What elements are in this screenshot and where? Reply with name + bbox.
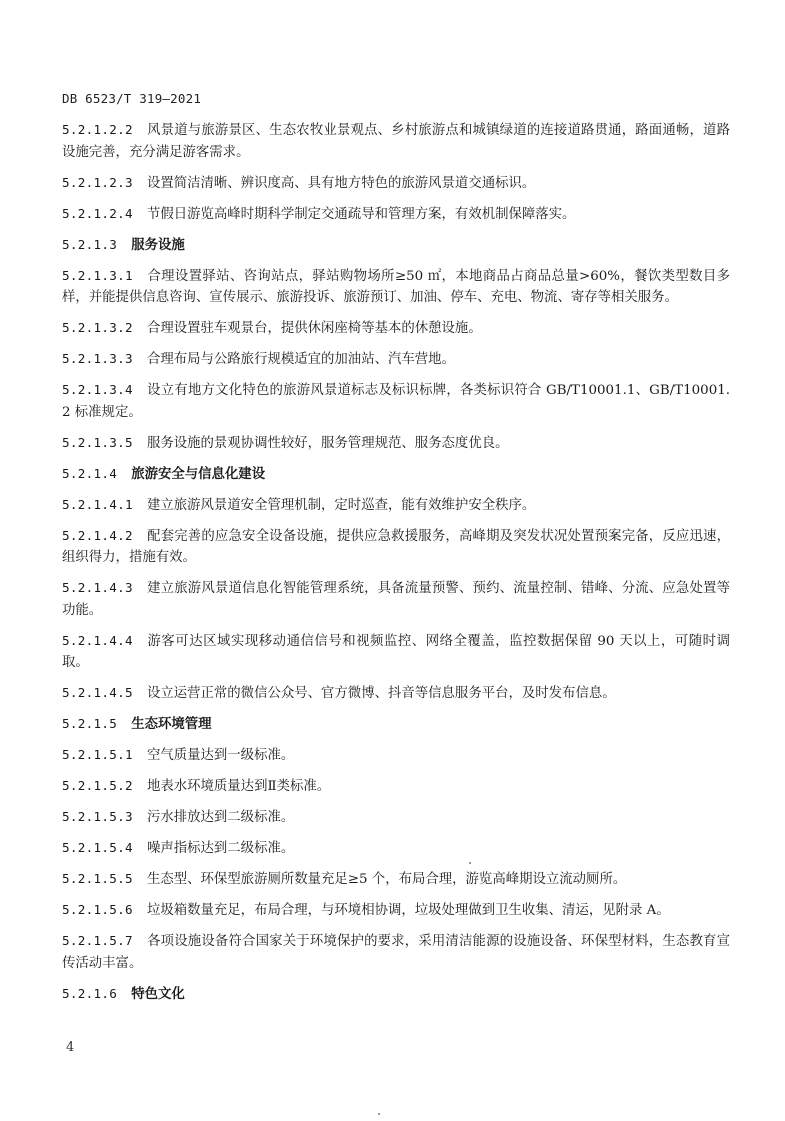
clause-number: 5.2.1.3.4 <box>62 382 133 397</box>
clause-text: 服务设施的景观协调性较好，服务管理规范、服务态度优良。 <box>146 435 509 451</box>
section-heading-text: 特色文化 <box>131 986 185 1002</box>
clause-paragraph <box>62 494 730 517</box>
clause-number: 5.2.1.4.2 <box>62 527 133 543</box>
clause-text: 合理布局与公路旅行规模适宜的加油站、汽车营地。 <box>146 352 455 367</box>
clause-text: 建立旅游风景道信息化智能管理系统，具备流量预警、预约、流量控制、错峰、分流、应急处置等功能。 <box>62 581 730 618</box>
clause-number: 5.2.1.5.3 <box>62 809 133 824</box>
clause-paragraph <box>62 837 730 860</box>
clause-paragraph <box>62 868 730 891</box>
clause-text: 污水排放达到二级标准。 <box>146 810 295 825</box>
clause-text: 合理设置驻车观景台，提供休闲座椅等基本的休憩设施。 <box>146 321 482 336</box>
clause-number: 5.2.1.5.4 <box>62 840 133 855</box>
clause-number: 5.2.1.5.5 <box>62 871 133 886</box>
clause-number: 5.2.1.2.3 <box>62 174 133 190</box>
clause-number: 5.2.1.3.5 <box>62 434 133 450</box>
clause-text: 建立旅游风景道安全管理机制，定时巡查，能有效维护安全秩序。 <box>146 497 536 513</box>
clause-paragraph <box>62 930 730 974</box>
clause-text: 合理设置驿站、咨询站点，驿站购物场所≥50 ㎡，本地商品占商品总量>60%，餐饮类型数目多样，并能提供信息咨询、宣传展示、旅游投诉、旅游预订、加油、停车、充电、物流、寄存等相关服务。 <box>62 268 730 305</box>
section-heading-text: 旅游安全与信息化建设 <box>131 466 266 482</box>
clause-paragraph <box>62 172 730 195</box>
clause-paragraph <box>62 899 730 922</box>
clause-paragraph <box>62 379 730 423</box>
section-heading <box>62 234 730 257</box>
clause-paragraph <box>62 119 730 163</box>
clause-number: 5.2.1.5.6 <box>62 902 133 917</box>
standard-code-header: DB 6523/T 319—2021 <box>62 91 202 106</box>
section-heading-text: 生态环境管理 <box>131 717 212 732</box>
clause-number: 5.2.1.3.3 <box>62 351 133 366</box>
clause-text: 地表水环境质量达到Ⅱ类标准。 <box>146 779 331 794</box>
scan-speck <box>469 862 471 864</box>
section-heading <box>62 463 730 486</box>
clause-number: 5.2.1.4.5 <box>62 685 133 700</box>
clause-text: 设立有地方文化特色的旅游风景道标志及标识标牌，各类标识符合 GB/T10001.1、GB/T10001.2 标准规定。 <box>62 383 730 420</box>
clause-text: 配套完善的应急安全设备设施，提供应急救援服务，高峰期及突发状况处置预案完备，反应迅速，组织得力，措施有效。 <box>62 528 730 565</box>
clause-text: 设置简洁清晰、辨识度高、具有地方特色的旅游风景道交通标识。 <box>146 175 536 191</box>
clause-paragraph <box>62 744 730 767</box>
clause-text: 风景道与旅游景区、生态农牧业景观点、乡村旅游点和城镇绿道的连接道路贯通，路面通畅，道路设施完善，充分满足游客需求。 <box>62 123 730 160</box>
clause-number: 5.2.1.5.2 <box>62 778 133 793</box>
clause-text: 生态型、环保型旅游厕所数量充足≥5 个，布局合理，游览高峰期设立流动厕所。 <box>146 872 627 887</box>
clause-paragraph <box>62 317 730 340</box>
clause-paragraph <box>62 203 730 226</box>
clause-number: 5.2.1.5.1 <box>62 747 133 762</box>
clause-number: 5.2.1.4.1 <box>62 496 133 512</box>
clause-text: 节假日游览高峰时期科学制定交通疏导和管理方案，有效机制保障落实。 <box>146 206 576 222</box>
clause-number: 5.2.1.4.3 <box>62 580 133 595</box>
section-heading-text: 服务设施 <box>131 237 185 253</box>
clause-number: 5.2.1.2.4 <box>62 205 133 221</box>
clause-number: 5.2.1.5.7 <box>62 933 133 948</box>
clause-number: 5.2.1.3.1 <box>62 267 133 283</box>
document-body <box>62 119 730 1014</box>
clause-number: 5.2.1.4 <box>62 465 118 481</box>
clause-number: 5.2.1.3 <box>62 236 118 252</box>
clause-number: 5.2.1.6 <box>62 985 118 1001</box>
scan-speck <box>378 1113 380 1115</box>
clause-paragraph <box>62 265 730 309</box>
clause-text: 噪声指标达到二级标准。 <box>146 841 295 856</box>
clause-paragraph <box>62 577 730 621</box>
clause-paragraph <box>62 432 730 455</box>
clause-paragraph <box>62 348 730 371</box>
page-number: 4 <box>66 1040 75 1055</box>
clause-text: 垃圾箱数量充足，布局合理，与环境相协调，垃圾处理做到卫生收集、清运，见附录 A。 <box>146 903 670 918</box>
clause-text: 游客可达区域实现移动通信信号和视频监控、网络全覆盖，监控数据保留 90 天以上，可随时调取。 <box>62 633 730 670</box>
clause-text: 各项设施设备符合国家关于环境保护的要求，采用清洁能源的设施设备、环保型材料，生态教育宣传活动丰富。 <box>62 934 730 971</box>
clause-paragraph <box>62 630 730 674</box>
clause-number: 5.2.1.4.4 <box>62 632 133 648</box>
clause-paragraph <box>62 682 730 705</box>
clause-number: 5.2.1.5 <box>62 716 118 731</box>
clause-paragraph <box>62 806 730 829</box>
clause-number: 5.2.1.2.2 <box>62 122 133 137</box>
clause-text: 设立运营正常的微信公众号、官方微博、抖音等信息服务平台，及时发布信息。 <box>146 686 616 701</box>
section-heading <box>62 713 730 736</box>
clause-text: 空气质量达到一级标准。 <box>146 748 295 763</box>
clause-paragraph <box>62 525 730 569</box>
section-heading <box>62 983 730 1006</box>
clause-number: 5.2.1.3.2 <box>62 320 133 335</box>
clause-paragraph <box>62 775 730 798</box>
